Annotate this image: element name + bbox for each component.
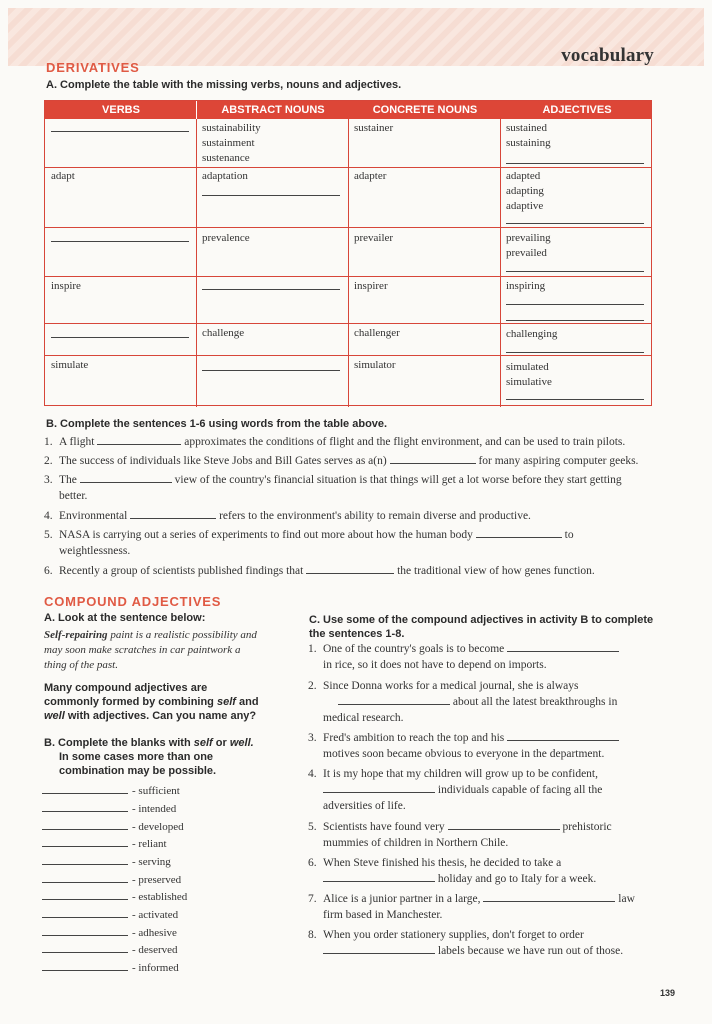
table-cell: adapt [51, 170, 75, 182]
answer-blank[interactable] [448, 819, 560, 830]
c-sentence-3: 3. Fred's ambition to reach the top and his motives soon became obvious to everyone in the department. [308, 730, 648, 762]
abstract-noun-blank[interactable] [202, 195, 340, 196]
compound-note: Many compound adjectives are commonly formed by combining self and well with adjectives. Can you name any? [44, 682, 259, 722]
column-header-abstract-nouns: ABSTRACT NOUNS [221, 104, 325, 116]
table-cell: adapter [354, 170, 387, 182]
answer-blank[interactable] [42, 908, 128, 918]
answer-blank[interactable] [483, 891, 615, 902]
list-item: - sufficient [42, 784, 202, 798]
table-cell: simulator [354, 359, 396, 371]
derivatives-heading: DERIVATIVES [46, 60, 140, 75]
table-cell: sustained sustaining [506, 122, 551, 149]
list-item: - activated [42, 908, 202, 922]
adjective-blank[interactable] [506, 352, 644, 353]
answer-blank[interactable] [42, 890, 128, 900]
table-cell: sustainability sustainment sustenance [202, 122, 261, 164]
answer-blank[interactable] [42, 855, 128, 865]
compound-instruction-b: B. Complete the blanks with self or well. In some cases more than one combination may be possible. [44, 737, 254, 777]
answer-blank[interactable] [507, 641, 619, 652]
column-header-verbs: VERBS [102, 104, 140, 116]
list-item: - developed [42, 820, 202, 834]
abstract-noun-blank[interactable] [202, 370, 340, 371]
verb-blank[interactable] [51, 131, 189, 132]
answer-blank[interactable] [306, 563, 394, 574]
list-item: - intended [42, 802, 202, 816]
column-divider [196, 119, 197, 407]
c-sentence-6: 6. When Steve finished his thesis, he decided to take a holiday and go to Italy for a week. [308, 857, 597, 885]
list-item: - serving [42, 855, 202, 869]
answer-blank[interactable] [42, 802, 128, 812]
table-cell: inspire [51, 280, 81, 292]
table-cell: prevailing prevailed [506, 232, 551, 259]
list-item: - preserved [42, 873, 202, 887]
adjective-blank[interactable] [506, 223, 644, 224]
c-sentence-1: 1. One of the country's goals is to become in rice, so it does not have to depend on imports. [308, 641, 648, 673]
c-sentence-5: 5. Scientists have found very prehistoric mummies of children in Northern Chile. [308, 821, 612, 849]
compound-instruction-a: A. Look at the sentence below: [44, 612, 206, 624]
answer-blank[interactable] [42, 837, 128, 847]
table-cell: challenging [506, 328, 558, 340]
table-cell: inspiring [506, 280, 546, 292]
abstract-noun-blank[interactable] [202, 289, 340, 290]
table-cell: adaptation [202, 170, 248, 182]
adjective-blank[interactable] [506, 304, 644, 305]
adjective-blank[interactable] [506, 163, 644, 164]
list-item: - reliant [42, 837, 202, 851]
answer-blank[interactable] [323, 871, 435, 882]
table-cell: challenger [354, 327, 400, 339]
row-divider [45, 355, 651, 356]
table-cell: prevalence [202, 232, 250, 244]
example-sentence: Self-repairing paint is a realistic possibility and may soon make scratches in car paintwork a thing of the past. [44, 629, 257, 671]
section-c-instruction: C. Use some of the compound adjectives in activity B to complete the sentences 1-8. [309, 614, 654, 640]
sentence-3: 3. The view of the country's financial situation is that things will get a lot worse before they start getting better. [44, 474, 622, 502]
answer-blank[interactable] [42, 961, 128, 971]
list-item: - deserved [42, 943, 202, 957]
c-sentence-8: 8. When you order stationery supplies, don't forget to order labels because we have run out of those. [308, 929, 624, 957]
answer-blank[interactable] [323, 782, 435, 793]
sentence-1: 1. A flight approximates the conditions of flight and the flight environment, and can be used to train pilots. [44, 436, 626, 448]
answer-blank[interactable] [80, 472, 172, 483]
table-cell: challenge [202, 327, 245, 339]
sentence-2: 2. The success of individuals like Steve Jobs and Bill Gates serves as a(n) for many aspiring computer geeks. [44, 455, 639, 467]
answer-blank[interactable] [338, 694, 450, 705]
row-divider [45, 167, 651, 168]
answer-blank[interactable] [507, 730, 619, 741]
answer-blank[interactable] [42, 943, 128, 953]
adjective-blank[interactable] [506, 271, 644, 272]
table-cell: inspirer [354, 280, 388, 292]
table-cell: simulated simulative [506, 361, 552, 388]
column-header-adjectives: ADJECTIVES [542, 104, 612, 116]
answer-blank[interactable] [390, 453, 476, 464]
row-divider [45, 276, 651, 277]
verb-blank[interactable] [51, 241, 189, 242]
answer-blank[interactable] [42, 820, 128, 830]
sentence-5: 5. NASA is carrying out a series of experiments to find out more about how the human body to weightlessness. [44, 529, 574, 557]
table-cell: simulate [51, 359, 89, 371]
verb-blank[interactable] [51, 337, 189, 338]
compound-adjectives-heading: COMPOUND ADJECTIVES [44, 594, 222, 609]
answer-blank[interactable] [130, 508, 216, 519]
column-divider [348, 119, 349, 407]
list-item: - adhesive [42, 926, 202, 940]
c-sentence-4: 4. It is my hope that my children will grow up to be confident, individuals capable of facing all the adversities of life. [308, 768, 603, 812]
table-cell: sustainer [354, 122, 394, 134]
answer-blank[interactable] [476, 527, 562, 538]
adjective-blank[interactable] [506, 320, 644, 321]
sentence-6: 6. Recently a group of scientists published findings that the traditional view of how genes function. [44, 565, 595, 577]
row-divider [45, 227, 651, 228]
answer-blank[interactable] [323, 943, 435, 954]
sentence-4: 4. Environmental refers to the environment's ability to remain diverse and productive. [44, 510, 531, 522]
column-header-concrete-nouns: CONCRETE NOUNS [372, 104, 478, 116]
c-sentence-7: 7. Alice is a junior partner in a large, law firm based in Manchester. [308, 893, 635, 921]
list-item: - established [42, 890, 202, 904]
answer-blank[interactable] [42, 873, 128, 883]
page-title: vocabulary [561, 45, 654, 66]
row-divider [45, 323, 651, 324]
derivatives-instruction: A. Complete the table with the missing verbs, nouns and adjectives. [46, 79, 402, 91]
column-divider [500, 119, 501, 407]
derivatives-table [44, 100, 652, 406]
adjective-blank[interactable] [506, 399, 644, 400]
list-item: - informed [42, 961, 202, 975]
table-header [45, 101, 651, 119]
table-cell: adapted adapting adaptive [506, 170, 544, 212]
answer-blank[interactable] [97, 434, 181, 445]
answer-blank[interactable] [42, 926, 128, 936]
table-cell: prevailer [354, 232, 394, 244]
answer-blank[interactable] [42, 784, 128, 794]
c-sentence-2: 2. Since Donna works for a medical journal, she is always about all the latest breakthroughs in medical research. [308, 680, 618, 724]
page-number: 139 [660, 988, 676, 998]
section-b-instruction: B. Complete the sentences 1-6 using words from the table above. [46, 418, 388, 430]
